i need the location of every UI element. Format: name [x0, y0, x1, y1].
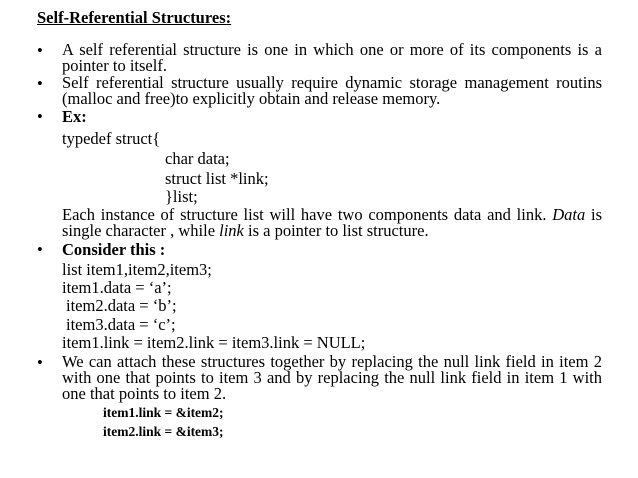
code-line: list item1,item2,item3; [62, 260, 212, 279]
bullet-3-marker: • [37, 107, 43, 126]
consider-label: Consider this : [62, 240, 166, 259]
code-line: typedef struct{ [62, 129, 161, 148]
bullet-5-text: We can attach these structures together by replacing the null link field in item 2 with one that points to item 3 and by replacing the null link field in item 1 with one that points to item 2. [62, 352, 602, 403]
bullet-2-marker: • [37, 74, 43, 93]
description-paragraph: Each instance of structure list will have two components data and link. Data is single character , while link is a pointer to list structure. [62, 205, 602, 240]
code-line: char data; [165, 149, 230, 168]
code-line: }list; [165, 187, 198, 206]
code-line: item2.data = ‘b’; [66, 296, 177, 315]
example-label: Ex: [62, 107, 87, 126]
bullet-5-marker: • [37, 353, 43, 372]
bullet-1-marker: • [37, 41, 43, 60]
bullet-1-text: A self referential structure is one in which one or more of its components is a pointer to itself. [62, 40, 602, 75]
code-line: item1.link = &item2; [103, 405, 224, 420]
code-line: item1.data = ‘a’; [62, 278, 172, 297]
code-line: struct list *link; [165, 169, 269, 188]
slide-title: Self-Referential Structures: [37, 8, 232, 27]
bullet-4-marker: • [37, 240, 43, 259]
code-line: item1.link = item2.link = item3.link = NULL; [62, 333, 366, 352]
code-line: item2.link = &item3; [103, 424, 224, 439]
code-line: item3.data = ‘c’; [66, 315, 176, 334]
bullet-2-text: Self referential structure usually require dynamic storage management routins (malloc and free)to explicitly obtain and release memory. [62, 73, 602, 108]
